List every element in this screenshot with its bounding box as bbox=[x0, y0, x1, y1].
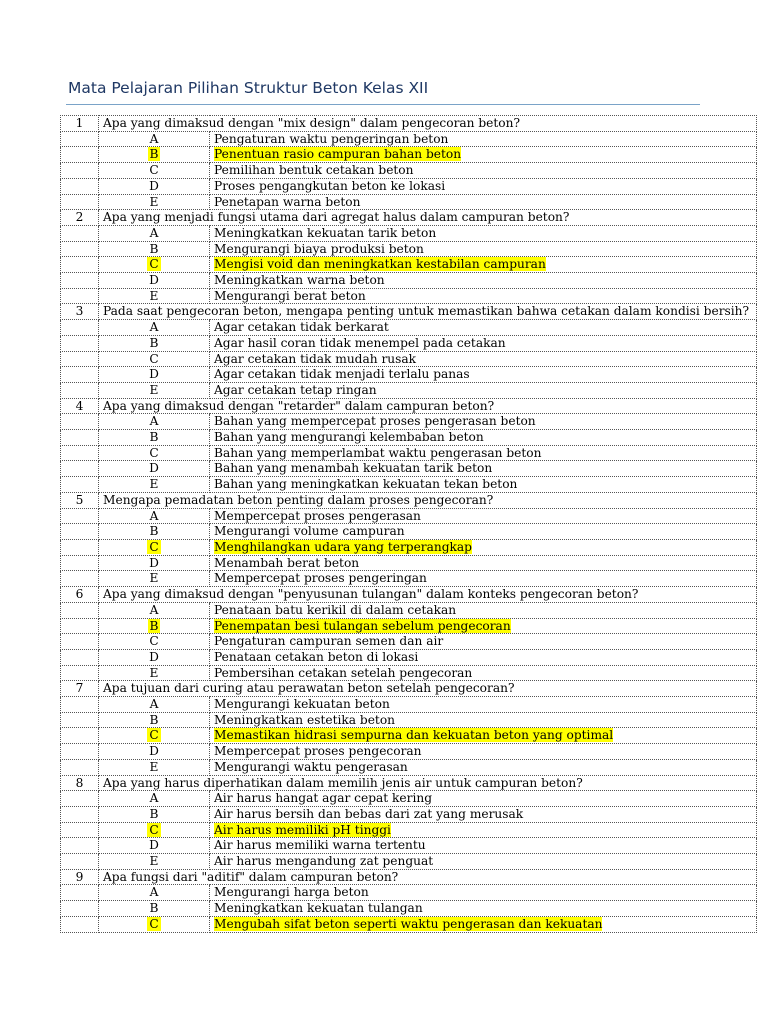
option-text: Agar cetakan tidak berkarat bbox=[214, 320, 389, 335]
option-row bbox=[61, 806, 757, 822]
empty-cell bbox=[61, 445, 99, 461]
option-letter: A bbox=[149, 320, 159, 335]
question-text: Apa yang dimaksud dengan "mix design" dalam pengecoran beton? bbox=[99, 116, 757, 132]
option-row bbox=[61, 508, 757, 524]
option-text-cell bbox=[210, 335, 757, 351]
option-row bbox=[61, 901, 757, 917]
option-row bbox=[61, 838, 757, 854]
option-text: Bahan yang memperlambat waktu pengerasan beton bbox=[214, 445, 542, 460]
option-letter: E bbox=[149, 854, 159, 869]
option-text: Bahan yang mengurangi kelembaban beton bbox=[214, 430, 484, 445]
option-text: Pemilihan bentuk cetakan beton bbox=[214, 163, 414, 178]
option-row bbox=[61, 602, 757, 618]
option-letter-cell bbox=[99, 649, 210, 665]
option-row bbox=[61, 320, 757, 336]
option-row bbox=[61, 131, 757, 147]
option-text-cell bbox=[210, 178, 757, 194]
option-row bbox=[61, 257, 757, 273]
option-letter: B bbox=[149, 806, 159, 821]
option-letter-cell bbox=[99, 131, 210, 147]
question-text: Apa yang menjadi fungsi utama dari agregat halus dalam campuran beton? bbox=[99, 210, 757, 226]
question-row bbox=[61, 587, 757, 603]
option-letter: A bbox=[149, 225, 159, 240]
option-letter: A bbox=[149, 602, 159, 617]
option-letter-cell bbox=[99, 225, 210, 241]
option-text-cell bbox=[210, 508, 757, 524]
question-row bbox=[61, 681, 757, 697]
option-text-cell bbox=[210, 539, 757, 555]
option-letter-cell bbox=[99, 147, 210, 163]
option-row bbox=[61, 414, 757, 430]
answer-highlight: Penentuan rasio campuran bahan beton bbox=[214, 147, 462, 162]
empty-cell bbox=[61, 885, 99, 901]
option-row bbox=[61, 697, 757, 713]
option-letter-cell bbox=[99, 430, 210, 446]
empty-cell bbox=[61, 854, 99, 870]
option-letter: B bbox=[149, 901, 159, 916]
option-text-cell bbox=[210, 273, 757, 289]
title-underline bbox=[66, 104, 700, 105]
answer-highlight: Menghilangkan udara yang terperangkap bbox=[214, 539, 472, 554]
option-text: Agar cetakan tidak mudah rusak bbox=[214, 351, 417, 366]
option-letter-cell bbox=[99, 163, 210, 179]
answer-highlight: Penempatan besi tulangan sebelum pengecoran bbox=[214, 618, 511, 633]
option-row bbox=[61, 225, 757, 241]
option-text-cell bbox=[210, 288, 757, 304]
option-text-cell bbox=[210, 791, 757, 807]
option-row bbox=[61, 351, 757, 367]
option-text: Bahan yang meningkatkan kekuatan tekan beton bbox=[214, 477, 518, 492]
empty-cell bbox=[61, 225, 99, 241]
empty-cell bbox=[61, 288, 99, 304]
option-letter: D bbox=[149, 744, 159, 759]
option-text: Penataan cetakan beton di lokasi bbox=[214, 649, 419, 664]
option-text: Mengurangi kekuatan beton bbox=[214, 697, 390, 712]
option-row bbox=[61, 618, 757, 634]
option-text-cell bbox=[210, 555, 757, 571]
option-letter-cell bbox=[99, 838, 210, 854]
option-row bbox=[61, 335, 757, 351]
option-letter-cell bbox=[99, 241, 210, 257]
option-letter: E bbox=[149, 288, 159, 303]
option-text: Meningkatkan estetika beton bbox=[214, 712, 396, 727]
option-text: Pengaturan campuran semen dan air bbox=[214, 634, 444, 649]
option-text-cell bbox=[210, 367, 757, 383]
option-letter: D bbox=[149, 555, 159, 570]
empty-cell bbox=[61, 649, 99, 665]
answer-highlight: Memastikan hidrasi sempurna dan kekuatan beton yang optimal bbox=[214, 728, 614, 743]
option-row bbox=[61, 759, 757, 775]
option-row bbox=[61, 539, 757, 555]
option-text-cell bbox=[210, 854, 757, 870]
option-letter: A bbox=[149, 697, 159, 712]
option-letter-cell bbox=[99, 618, 210, 634]
question-number: 5 bbox=[61, 492, 99, 508]
empty-cell bbox=[61, 508, 99, 524]
option-text-cell bbox=[210, 885, 757, 901]
option-letter: A bbox=[149, 508, 159, 523]
option-letter-cell bbox=[99, 477, 210, 493]
option-text: Pembersihan cetakan setelah pengecoran bbox=[214, 665, 473, 680]
option-text-cell bbox=[210, 382, 757, 398]
option-letter: A bbox=[149, 791, 159, 806]
answer-highlight: Mengubah sifat beton seperti waktu pengerasan dan kekuatan bbox=[214, 916, 603, 931]
option-text-cell bbox=[210, 649, 757, 665]
option-letter-cell bbox=[99, 744, 210, 760]
option-letter: B bbox=[149, 712, 159, 727]
option-letter: D bbox=[149, 273, 159, 288]
option-text: Mengurangi harga beton bbox=[214, 885, 369, 900]
option-row bbox=[61, 885, 757, 901]
empty-cell bbox=[61, 571, 99, 587]
option-letter-cell bbox=[99, 382, 210, 398]
option-text-cell bbox=[210, 728, 757, 744]
option-text-cell bbox=[210, 163, 757, 179]
option-text-cell bbox=[210, 665, 757, 681]
question-row bbox=[61, 869, 757, 885]
question-number: 3 bbox=[61, 304, 99, 320]
quiz-table bbox=[60, 115, 757, 933]
question-number: 6 bbox=[61, 587, 99, 603]
empty-cell bbox=[61, 320, 99, 336]
option-letter-cell bbox=[99, 571, 210, 587]
option-row bbox=[61, 273, 757, 289]
option-text-cell bbox=[210, 618, 757, 634]
option-row bbox=[61, 555, 757, 571]
option-letter: B bbox=[149, 147, 159, 162]
option-letter: E bbox=[149, 477, 159, 492]
option-letter-cell bbox=[99, 508, 210, 524]
question-row bbox=[61, 304, 757, 320]
empty-cell bbox=[61, 838, 99, 854]
option-text-cell bbox=[210, 759, 757, 775]
option-text-cell bbox=[210, 901, 757, 917]
option-text: Penetapan warna beton bbox=[214, 194, 361, 209]
question-number: 9 bbox=[61, 869, 99, 885]
empty-cell bbox=[61, 901, 99, 917]
option-letter-cell bbox=[99, 712, 210, 728]
option-row bbox=[61, 194, 757, 210]
option-letter-cell bbox=[99, 194, 210, 210]
option-letter: C bbox=[149, 257, 159, 272]
empty-cell bbox=[61, 555, 99, 571]
empty-cell bbox=[61, 665, 99, 681]
option-row bbox=[61, 147, 757, 163]
option-text: Air harus bersih dan bebas dari zat yang merusak bbox=[214, 806, 524, 821]
option-text: Air harus hangat agar cepat kering bbox=[214, 791, 433, 806]
option-letter: E bbox=[149, 571, 159, 586]
option-text-cell bbox=[210, 131, 757, 147]
option-letter-cell bbox=[99, 916, 210, 932]
question-text: Apa yang harus diperhatikan dalam memilih jenis air untuk campuran beton? bbox=[99, 775, 757, 791]
option-letter-cell bbox=[99, 806, 210, 822]
option-letter: B bbox=[149, 618, 159, 633]
option-letter-cell bbox=[99, 335, 210, 351]
option-letter-cell bbox=[99, 555, 210, 571]
option-letter-cell bbox=[99, 634, 210, 650]
option-text: Proses pengangkutan beton ke lokasi bbox=[214, 178, 446, 193]
option-letter: A bbox=[149, 885, 159, 900]
option-letter: D bbox=[149, 838, 159, 853]
option-row bbox=[61, 571, 757, 587]
option-letter: D bbox=[149, 367, 159, 382]
empty-cell bbox=[61, 759, 99, 775]
option-letter: B bbox=[149, 430, 159, 445]
option-text: Mempercepat proses pengecoran bbox=[214, 744, 422, 759]
option-text: Mempercepat proses pengeringan bbox=[214, 571, 427, 586]
empty-cell bbox=[61, 806, 99, 822]
option-letter-cell bbox=[99, 273, 210, 289]
option-letter: C bbox=[149, 728, 159, 743]
option-row bbox=[61, 367, 757, 383]
option-row bbox=[61, 382, 757, 398]
option-text-cell bbox=[210, 744, 757, 760]
option-text: Mengurangi volume campuran bbox=[214, 524, 405, 539]
option-text-cell bbox=[210, 838, 757, 854]
option-text-cell bbox=[210, 351, 757, 367]
option-letter: E bbox=[149, 665, 159, 680]
option-letter: D bbox=[149, 649, 159, 664]
option-letter-cell bbox=[99, 539, 210, 555]
option-letter-cell bbox=[99, 257, 210, 273]
option-letter: C bbox=[149, 163, 159, 178]
option-text-cell bbox=[210, 634, 757, 650]
empty-cell bbox=[61, 539, 99, 555]
option-text-cell bbox=[210, 697, 757, 713]
option-letter: E bbox=[149, 194, 159, 209]
question-text: Apa fungsi dari "aditif" dalam campuran beton? bbox=[99, 869, 757, 885]
option-text-cell bbox=[210, 414, 757, 430]
option-text: Mengurangi waktu pengerasan bbox=[214, 759, 408, 774]
empty-cell bbox=[61, 728, 99, 744]
option-letter-cell bbox=[99, 791, 210, 807]
empty-cell bbox=[61, 477, 99, 493]
option-row bbox=[61, 163, 757, 179]
option-letter: C bbox=[149, 445, 159, 460]
question-row bbox=[61, 210, 757, 226]
option-text: Penataan batu kerikil di dalam cetakan bbox=[214, 602, 457, 617]
option-text: Pengaturan waktu pengeringan beton bbox=[214, 131, 449, 146]
option-text-cell bbox=[210, 461, 757, 477]
answer-highlight: Air harus memiliki pH tinggi bbox=[214, 822, 391, 837]
option-row bbox=[61, 430, 757, 446]
option-row bbox=[61, 916, 757, 932]
empty-cell bbox=[61, 618, 99, 634]
empty-cell bbox=[61, 791, 99, 807]
option-letter-cell bbox=[99, 697, 210, 713]
option-letter: D bbox=[149, 461, 159, 476]
option-text-cell bbox=[210, 822, 757, 838]
option-text-cell bbox=[210, 430, 757, 446]
option-text: Menambah berat beton bbox=[214, 555, 360, 570]
option-row bbox=[61, 854, 757, 870]
option-letter: D bbox=[149, 178, 159, 193]
option-letter-cell bbox=[99, 728, 210, 744]
question-row bbox=[61, 116, 757, 132]
option-letter: B bbox=[149, 524, 159, 539]
empty-cell bbox=[61, 194, 99, 210]
option-letter-cell bbox=[99, 602, 210, 618]
option-text-cell bbox=[210, 524, 757, 540]
empty-cell bbox=[61, 712, 99, 728]
empty-cell bbox=[61, 822, 99, 838]
option-row bbox=[61, 461, 757, 477]
option-row bbox=[61, 791, 757, 807]
answer-highlight: Mengisi void dan meningkatkan kestabilan campuran bbox=[214, 257, 546, 272]
option-letter: A bbox=[149, 414, 159, 429]
option-text-cell bbox=[210, 602, 757, 618]
empty-cell bbox=[61, 697, 99, 713]
option-letter-cell bbox=[99, 854, 210, 870]
option-row bbox=[61, 445, 757, 461]
question-text: Apa yang dimaksud dengan "penyusunan tulangan" dalam konteks pengecoran beton? bbox=[99, 587, 757, 603]
empty-cell bbox=[61, 916, 99, 932]
empty-cell bbox=[61, 382, 99, 398]
option-letter-cell bbox=[99, 288, 210, 304]
option-letter-cell bbox=[99, 367, 210, 383]
option-letter: B bbox=[149, 241, 159, 256]
option-letter-cell bbox=[99, 414, 210, 430]
option-text-cell bbox=[210, 571, 757, 587]
option-text: Mengurangi berat beton bbox=[214, 288, 366, 303]
question-number: 2 bbox=[61, 210, 99, 226]
option-row bbox=[61, 728, 757, 744]
option-text: Agar cetakan tidak menjadi terlalu panas bbox=[214, 367, 470, 382]
option-row bbox=[61, 712, 757, 728]
option-text: Air harus mengandung zat penguat bbox=[214, 854, 434, 869]
option-letter: C bbox=[149, 916, 159, 931]
empty-cell bbox=[61, 524, 99, 540]
option-text-cell bbox=[210, 477, 757, 493]
empty-cell bbox=[61, 241, 99, 257]
option-text: Bahan yang menambah kekuatan tarik beton bbox=[214, 461, 493, 476]
option-row bbox=[61, 634, 757, 650]
option-letter: C bbox=[149, 539, 159, 554]
question-text: Pada saat pengecoran beton, mengapa penting untuk memastikan bahwa cetakan dalam kondisi bersih? bbox=[99, 304, 757, 320]
option-text-cell bbox=[210, 445, 757, 461]
option-text-cell bbox=[210, 194, 757, 210]
empty-cell bbox=[61, 634, 99, 650]
option-text-cell bbox=[210, 320, 757, 336]
empty-cell bbox=[61, 335, 99, 351]
option-text: Meningkatkan kekuatan tulangan bbox=[214, 901, 423, 916]
question-number: 7 bbox=[61, 681, 99, 697]
option-letter-cell bbox=[99, 665, 210, 681]
option-text-cell bbox=[210, 712, 757, 728]
option-text: Bahan yang mempercepat proses pengerasan beton bbox=[214, 414, 536, 429]
option-letter-cell bbox=[99, 901, 210, 917]
option-text-cell bbox=[210, 225, 757, 241]
option-text-cell bbox=[210, 257, 757, 273]
question-number: 4 bbox=[61, 398, 99, 414]
option-letter: B bbox=[149, 335, 159, 350]
option-letter-cell bbox=[99, 461, 210, 477]
empty-cell bbox=[61, 131, 99, 147]
option-text-cell bbox=[210, 147, 757, 163]
question-row bbox=[61, 492, 757, 508]
option-letter: C bbox=[149, 351, 159, 366]
empty-cell bbox=[61, 163, 99, 179]
option-row bbox=[61, 649, 757, 665]
option-letter: E bbox=[149, 759, 159, 774]
question-text: Mengapa pemadatan beton penting dalam proses pengecoran? bbox=[99, 492, 757, 508]
option-text: Meningkatkan kekuatan tarik beton bbox=[214, 225, 437, 240]
question-number: 8 bbox=[61, 775, 99, 791]
option-letter: C bbox=[149, 822, 159, 837]
option-row bbox=[61, 744, 757, 760]
option-row bbox=[61, 477, 757, 493]
option-letter-cell bbox=[99, 445, 210, 461]
empty-cell bbox=[61, 257, 99, 273]
option-text: Mengurangi biaya produksi beton bbox=[214, 241, 424, 256]
option-letter-cell bbox=[99, 320, 210, 336]
option-letter-cell bbox=[99, 885, 210, 901]
document-title: Mata Pelajaran Pilihan Struktur Beton Kelas XII bbox=[68, 79, 429, 97]
option-row bbox=[61, 524, 757, 540]
option-text: Meningkatkan warna beton bbox=[214, 273, 385, 288]
question-row bbox=[61, 398, 757, 414]
option-text: Agar cetakan tetap ringan bbox=[214, 382, 377, 397]
question-row bbox=[61, 775, 757, 791]
option-letter: C bbox=[149, 634, 159, 649]
option-text-cell bbox=[210, 241, 757, 257]
question-text: Apa yang dimaksud dengan "retarder" dalam campuran beton? bbox=[99, 398, 757, 414]
empty-cell bbox=[61, 273, 99, 289]
option-letter: A bbox=[149, 131, 159, 146]
empty-cell bbox=[61, 367, 99, 383]
option-letter-cell bbox=[99, 759, 210, 775]
empty-cell bbox=[61, 351, 99, 367]
option-text: Mempercepat proses pengerasan bbox=[214, 508, 421, 523]
option-row bbox=[61, 665, 757, 681]
option-row bbox=[61, 178, 757, 194]
option-letter-cell bbox=[99, 351, 210, 367]
option-row bbox=[61, 288, 757, 304]
empty-cell bbox=[61, 147, 99, 163]
empty-cell bbox=[61, 602, 99, 618]
option-text: Air harus memiliki warna tertentu bbox=[214, 838, 426, 853]
empty-cell bbox=[61, 178, 99, 194]
option-letter-cell bbox=[99, 822, 210, 838]
empty-cell bbox=[61, 414, 99, 430]
option-row bbox=[61, 822, 757, 838]
empty-cell bbox=[61, 461, 99, 477]
option-letter-cell bbox=[99, 178, 210, 194]
option-letter: E bbox=[149, 382, 159, 397]
empty-cell bbox=[61, 430, 99, 446]
option-text: Agar hasil coran tidak menempel pada cetakan bbox=[214, 335, 506, 350]
option-letter-cell bbox=[99, 524, 210, 540]
empty-cell bbox=[61, 744, 99, 760]
option-text-cell bbox=[210, 806, 757, 822]
question-text: Apa tujuan dari curing atau perawatan beton setelah pengecoran? bbox=[99, 681, 757, 697]
option-row bbox=[61, 241, 757, 257]
option-text-cell bbox=[210, 916, 757, 932]
question-number: 1 bbox=[61, 116, 99, 132]
